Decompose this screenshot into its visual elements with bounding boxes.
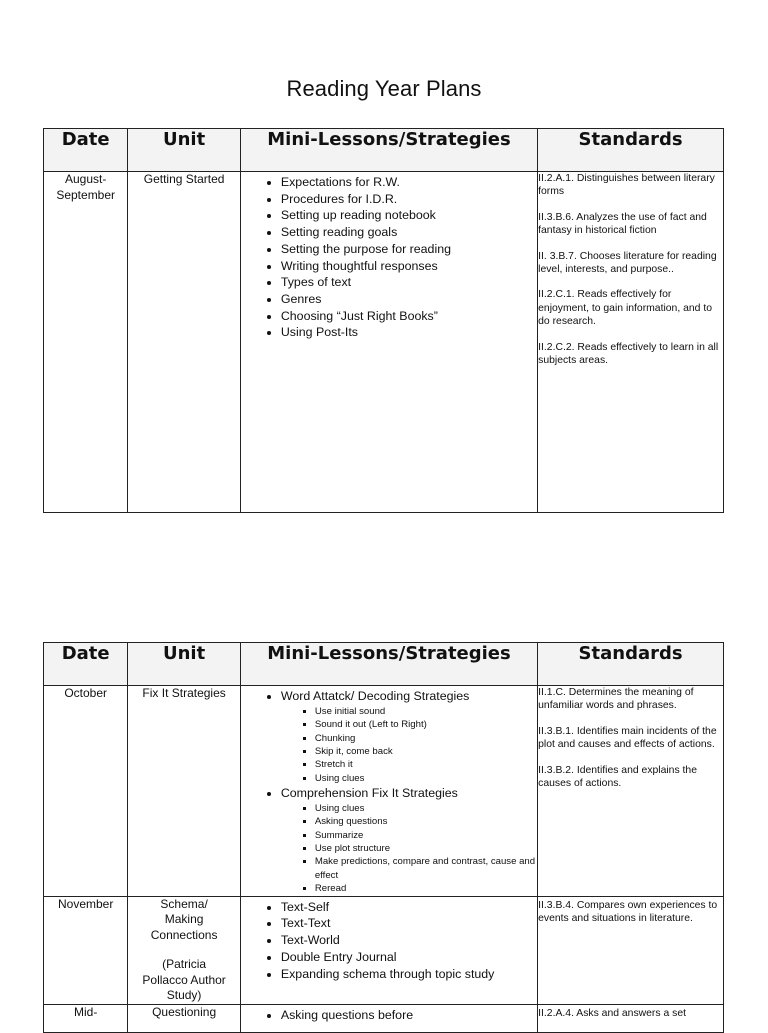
header-unit: Unit (128, 129, 240, 172)
list-item: • Setting up reading notebook (281, 207, 537, 224)
standard-text: II.2.C.1. Reads effectively for enjoyment, to gain information, and to do research. (538, 289, 713, 328)
standard-text: II.3.B.6. Analyzes the use of fact and fantasy in historical fiction (538, 211, 707, 237)
unit-text: Schema/ (160, 896, 208, 911)
sub-list-item: ▪ Sound it out (Left to Right) (315, 718, 537, 731)
list-item: • Asking questions before (281, 1007, 537, 1024)
list-item (281, 785, 537, 896)
date-cell (44, 896, 128, 1004)
list-item: • Choosing “Just Right Books” (281, 308, 537, 325)
list-item: • Text-Text (281, 915, 537, 932)
header-mini-lessons: Mini-Lessons/Strategies (240, 643, 537, 686)
unit-text: Pollacco Author (142, 972, 226, 987)
unit-text: Study) (166, 988, 202, 1003)
lesson-list (241, 688, 537, 896)
sub-list (281, 802, 537, 896)
list-item: • Genres (281, 291, 537, 308)
lesson-list (241, 174, 537, 341)
sub-list-item: ▪ Use plot structure (315, 842, 537, 855)
mini-lessons-cell (240, 172, 537, 513)
list-item: • Expectations for R.W. (281, 174, 537, 191)
header-standards: Standards (538, 129, 724, 172)
year-plan-table-2 (43, 642, 724, 1033)
unit-text: Making (164, 912, 204, 927)
table-header-row (44, 643, 724, 686)
date-text: August- (65, 172, 107, 186)
date-text: November (58, 896, 114, 911)
standards-cell (538, 896, 724, 1004)
standard-text: II.2.A.1. Distinguishes between literary forms (538, 173, 715, 198)
sub-list-item: ▪ Chunking (315, 732, 537, 745)
year-plan-table-1 (43, 128, 724, 513)
list-item (281, 688, 537, 785)
date-text: October (64, 686, 108, 700)
unit-text: Connections (150, 927, 218, 942)
lesson-list (241, 1007, 537, 1024)
table-row (44, 172, 724, 513)
sub-list-item: ▪ Using clues (315, 772, 537, 785)
standard-text: II. 3.B.7. Chooses literature for reading level, interests, and purpose.. (538, 250, 717, 276)
header-standards: Standards (538, 643, 724, 686)
group-label: Word Attatck/ Decoding Strategies (280, 689, 470, 703)
standard-text: II.3.B.2. Identifies and explains the causes of actions. (538, 764, 697, 790)
unit-cell (128, 172, 240, 513)
unit-cell (128, 686, 240, 897)
unit-text: (Patricia (162, 957, 207, 972)
sub-list-item: ▪ Stretch it (315, 758, 537, 771)
mini-lessons-cell (240, 686, 537, 897)
list-item: • Setting reading goals (281, 224, 537, 241)
sub-list-item: ▪ Using clues (315, 802, 537, 815)
header-mini-lessons: Mini-Lessons/Strategies (240, 129, 537, 172)
page-title: Reading Year Plans (286, 76, 482, 101)
list-item: • Expanding schema through topic study (281, 966, 537, 983)
table-row (44, 896, 724, 1004)
sub-list-item: ▪ Summarize (315, 829, 537, 842)
standard-text: II.3.B.4. Compares own experiences to events and situations in literature. (538, 899, 718, 925)
table-row (44, 686, 724, 897)
unit-text: Questioning (152, 1004, 217, 1019)
header-unit: Unit (128, 643, 240, 686)
standard-text: II.1.C. Determines the meaning of unfamiliar words and phrases. (538, 687, 694, 712)
header-date: Date (44, 643, 128, 686)
lesson-list (241, 899, 537, 983)
standards-cell (538, 1004, 724, 1032)
date-cell (44, 686, 128, 897)
sub-list-item: ▪ Asking questions (315, 815, 537, 828)
date-cell (44, 172, 128, 513)
list-item: • Types of text (281, 274, 537, 291)
table-header-row (44, 129, 724, 172)
sub-list-item: ▪ Make predictions, compare and contrast, cause and effect (315, 855, 537, 882)
mini-lessons-cell (240, 896, 537, 1004)
standards-cell (538, 172, 724, 513)
standards-cell (538, 686, 724, 897)
date-cell (44, 1004, 128, 1032)
unit-cell (128, 896, 240, 1004)
table-row (44, 1004, 724, 1032)
date-text: Mid- (74, 1004, 98, 1019)
spacer (128, 943, 239, 957)
standard-text: II.2.C.2. Reads effectively to learn in all subjects areas. (538, 341, 719, 367)
list-item: • Double Entry Journal (281, 949, 537, 966)
list-item: • Text-World (281, 932, 537, 949)
list-item: • Writing thoughtful responses (281, 258, 537, 275)
header-date: Date (44, 129, 128, 172)
standard-text: II.2.A.4. Asks and answers a set (538, 1007, 686, 1019)
sub-list-item: ▪ Reread (315, 882, 537, 895)
group-label: Comprehension Fix It Strategies (280, 786, 458, 801)
list-item: • Procedures for I.D.R. (281, 191, 537, 208)
list-item: • Setting the purpose for reading (281, 241, 537, 258)
sub-list-item: ▪ Skip it, come back (315, 745, 537, 758)
unit-cell (128, 1004, 240, 1032)
unit-text: Fix It Strategies (142, 686, 226, 700)
list-item: • Text-Self (281, 899, 537, 916)
list-item: • Using Post-Its (281, 324, 537, 341)
sub-list (281, 705, 537, 785)
sub-list-item: ▪ Use initial sound (315, 705, 537, 718)
unit-text: Getting Started (143, 172, 225, 186)
standard-text: II.3.B.1. Identifies main incidents of the plot and causes and effects of actions. (538, 725, 717, 751)
date-text: September (56, 187, 116, 202)
mini-lessons-cell (240, 1004, 537, 1032)
